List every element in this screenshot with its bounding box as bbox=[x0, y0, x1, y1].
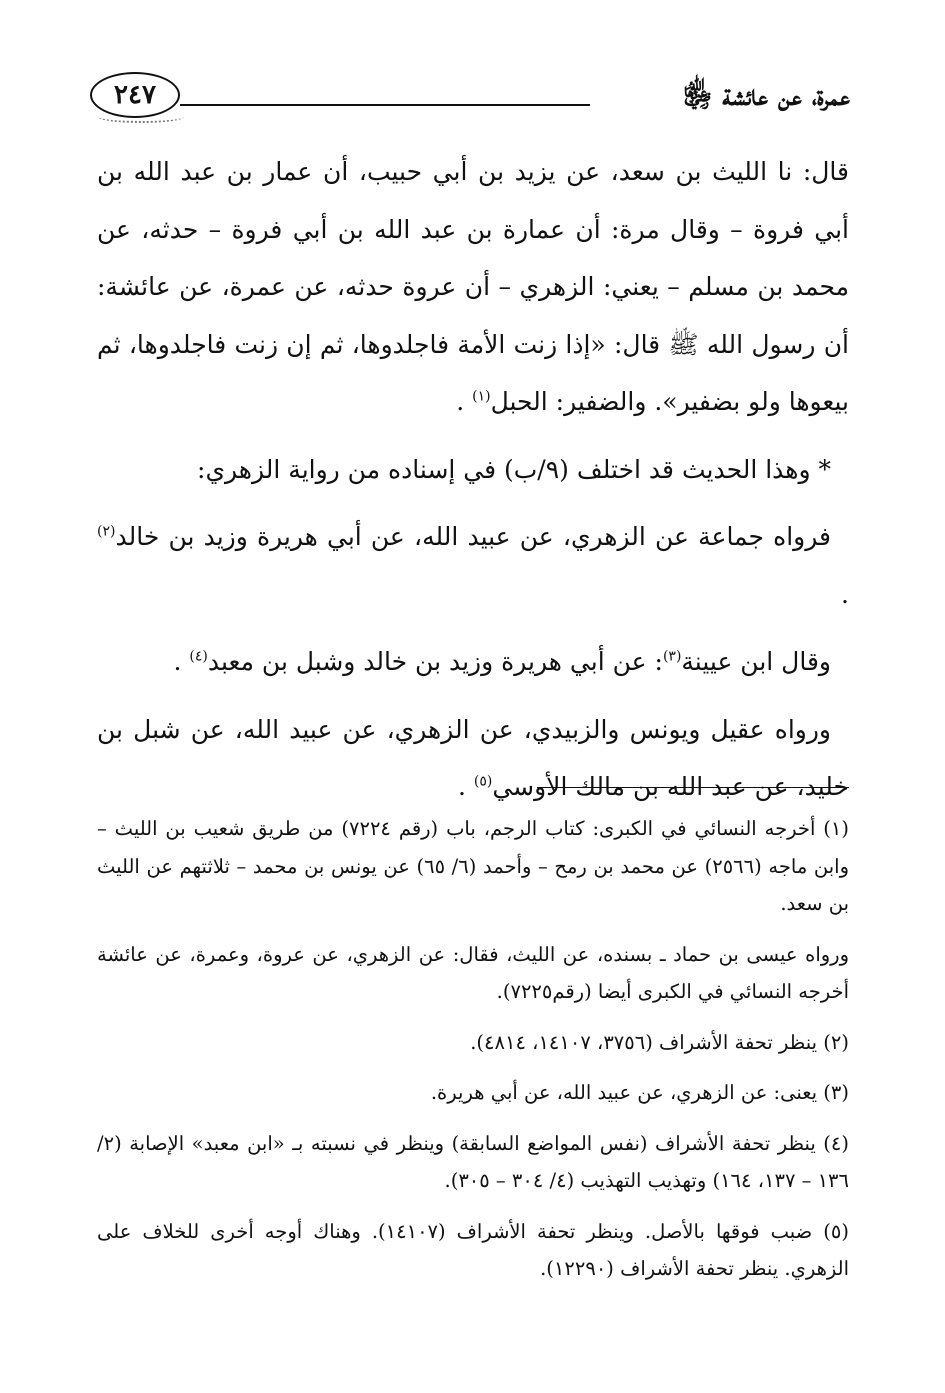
paragraph-4 bbox=[97, 633, 849, 691]
paragraph-4-end: . bbox=[173, 647, 182, 676]
paragraph-1-text: قال: نا الليث بن سعد، عن يزيد بن أبي حبيب، أن عمار بن عبد الله بن أبي فروة – وقال مرة: أن عمارة بن عبد الله بن أبي فروة – حدثه، عن محمد بن مسلم – يعني: الزهري – أن عروة حدثه، عن عمرة، عن عائشة: أن رسول الله ﷺ قال: «إذا زنت الأمة فاجلدوها، ثم إن زنت فاجلدوها، ثم بيعوها ولو بضفير». والضفير: الحبل bbox=[97, 157, 849, 416]
paragraph-4-text-a: وقال ابن عيينة bbox=[681, 647, 831, 676]
footnote-1-continued: ورواه عيسى بن حماد ـ بسنده، عن الليث، فقال: عن الزهري، عن عروة، وعمرة، عن عائشة أخرجه النسائي في الكبرى أيضا (رقم٧٢٢٥). bbox=[97, 942, 849, 1003]
main-text bbox=[97, 143, 849, 816]
footnote-ref-3: (٣) bbox=[662, 648, 682, 665]
paragraph-3-text: فرواه جماعة عن الزهري، عن عبيد الله، عن أبي هريرة وزيد بن خالد bbox=[115, 522, 831, 551]
paragraph-2: * وهذا الحديث قد اختلف (٩/ب) في إسناده من رواية الزهري: bbox=[197, 454, 831, 484]
paragraph-5-text: ورواه عقيل ويونس والزبيدي، عن الزهري، عن عبيد الله، عن شبل بن خليد، عن عبد الله بن مالك الأوسي bbox=[97, 714, 849, 801]
paragraph-5-end: . bbox=[457, 772, 466, 801]
footnote-ref-5: (٥) bbox=[473, 773, 493, 790]
paragraph-1-end: . bbox=[456, 387, 465, 416]
footnote-ref-1: (١) bbox=[472, 388, 491, 405]
footnote-ref-2: (٢) bbox=[97, 523, 116, 540]
paragraph-3-end: . bbox=[841, 579, 849, 609]
running-title: عمرة، عن عائشة ﵂ bbox=[683, 78, 850, 112]
footnote-2: (٢) ينظر تحفة الأشراف (٣٧٥٦، ١٤١٠٧، ٤٨١٤). bbox=[470, 1030, 849, 1054]
paragraph-4-text-b: : عن أبي هريرة وزيد بن خالد وشبل بن معبد bbox=[207, 647, 663, 676]
page-number: ٢٤٧ bbox=[90, 72, 180, 118]
footnote-3: (٣) يعنى: عن الزهري، عن عبيد الله، عن أبي هريرة. bbox=[430, 1081, 849, 1104]
footnote-5: (٥) ضبب فوقها بالأصل. وينظر تحفة الأشراف (١٤١٠٧). وهناك أوجه أخرى للخلاف على الزهري. ينظر تحفة الأشراف (١٢٢٩٠). bbox=[97, 1219, 849, 1280]
footnote-4: (٤) ينظر تحفة الأشراف (نفس المواضع السابقة) وينظر في نسبته بـ «ابن معبد» الإصابة (٢/ ١٣٦ – ١٣٧، ١٦٤) وتهذيب التهذيب (٤/ ٣٠٤ – ٣٠٥). bbox=[97, 1131, 849, 1192]
footnote-separator bbox=[537, 787, 849, 788]
footnote-1: (١) أخرجه النسائي في الكبرى: كتاب الرجم، باب (رقم ٧٢٢٤) من طريق شعيب بن الليث – وابن ماجه (٢٥٦٦) عن محمد بن رمح – وأحمد (٦/ ٦٥) عن يونس بن محمد – ثلاثتهم عن الليث بن سعد. bbox=[97, 817, 850, 915]
paragraph-1 bbox=[97, 143, 849, 431]
paragraph-5 bbox=[97, 701, 849, 816]
page-header bbox=[90, 70, 850, 130]
footnote-ref-4: (٤) bbox=[189, 648, 208, 665]
paragraph-3 bbox=[97, 508, 849, 623]
header-rule bbox=[180, 104, 590, 106]
footnotes bbox=[97, 810, 849, 1288]
